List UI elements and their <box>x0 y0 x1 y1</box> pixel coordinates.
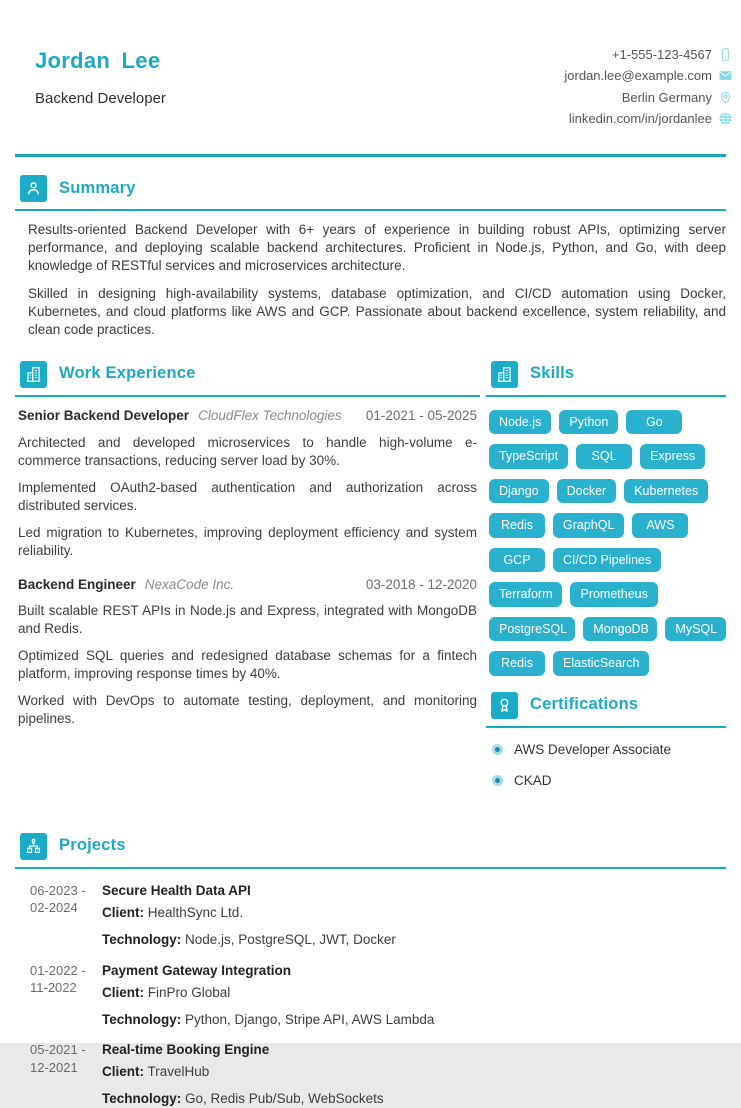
linkedin-value: linkedin.com/in/jordanlee <box>568 110 712 126</box>
job-entry <box>15 407 480 560</box>
certifications-heading-row <box>486 692 726 719</box>
certification-label: CKAD <box>514 772 552 788</box>
technology-label: Technology: <box>102 1011 182 1027</box>
project-body <box>102 882 726 949</box>
contact-linkedin <box>564 110 733 127</box>
job-bullet: Built scalable REST APIs in Node.js and Express, integrated with MongoDB and Redis. <box>18 603 477 637</box>
project-body <box>102 1041 726 1108</box>
bullet-icon <box>492 775 503 786</box>
summary-body <box>15 221 726 339</box>
sitemap-icon <box>20 833 47 860</box>
skill-row <box>489 651 726 676</box>
certifications-rule <box>486 726 726 728</box>
phone-value: +1-555-123-4567 <box>611 47 712 62</box>
job-bullet: Worked with DevOps to automate testing, deployment, and monitoring pipelines. <box>18 693 477 727</box>
skill-badge: Django <box>489 479 549 504</box>
location-icon <box>718 90 733 105</box>
header <box>0 0 741 127</box>
client-label: Client: <box>102 984 144 1000</box>
technology-value: Go, Redis Pub/Sub, WebSockets <box>185 1091 384 1107</box>
skill-badge: Python <box>559 410 618 435</box>
job-company: CloudFlex Technologies <box>198 407 342 423</box>
project-dates: 06-2023 - 02-2024 <box>30 882 86 916</box>
skill-badge: Node.js <box>489 410 551 435</box>
phone-icon <box>718 47 733 62</box>
globe-icon <box>718 111 733 126</box>
building-icon <box>491 361 518 388</box>
project-client <box>102 904 716 922</box>
identity-block <box>35 46 166 127</box>
technology-label: Technology: <box>102 931 182 947</box>
summary-heading-row <box>15 175 726 202</box>
summary-title: Summary <box>59 178 136 197</box>
skill-badge: MySQL <box>665 617 726 642</box>
skill-badge: PostgreSQL <box>489 617 575 642</box>
summary-paragraph: Results-oriented Backend Developer with 6+ years of experience in building robust APIs, optimizing server performance, and deploying scalable backend architectures. Proficient in Node.js, Python, and Go, with deep knowledge of RESTful services and microservices architecture. <box>28 222 726 274</box>
project-client <box>102 1063 716 1081</box>
job-dates: 03-2018 - 12-2020 <box>365 576 477 592</box>
skill-badge: CI/CD Pipelines <box>553 548 661 573</box>
skill-row <box>489 617 726 642</box>
contact-block <box>564 46 733 127</box>
summary-section <box>15 175 726 339</box>
skill-badge: MongoDB <box>583 617 657 642</box>
certifications-title: Certifications <box>530 695 639 714</box>
email-value: jordan.lee@example.com <box>564 68 712 84</box>
work-rule <box>15 395 480 397</box>
contact-email <box>564 67 733 84</box>
certification-list <box>486 741 726 790</box>
client-label: Client: <box>102 904 144 920</box>
skill-badge: Express <box>640 444 705 469</box>
skill-badge: Redis <box>489 651 545 676</box>
skill-badge: Go <box>626 410 682 435</box>
job-header <box>18 576 477 594</box>
project-technology <box>102 1090 716 1108</box>
job-bullet: Implemented OAuth2-based authentication and authorization across distributed services. <box>18 479 477 513</box>
skill-row <box>489 513 726 538</box>
skills-section <box>486 361 726 676</box>
skills-title: Skills <box>530 364 575 383</box>
skill-row <box>489 548 726 573</box>
skill-row <box>489 582 726 607</box>
project-title: Secure Health Data API <box>102 882 251 898</box>
skill-badge: Docker <box>557 479 617 504</box>
skill-badge: GCP <box>489 548 545 573</box>
skill-badge: Kubernetes <box>624 479 708 504</box>
client-label: Client: <box>102 1064 144 1080</box>
main-columns <box>0 361 741 803</box>
skill-badge: Terraform <box>489 582 562 607</box>
project-dates: 01-2022 - 11-2022 <box>30 962 86 996</box>
contact-phone <box>564 46 733 63</box>
job-dates: 01-2021 - 05-2025 <box>365 407 477 423</box>
skill-row <box>489 444 726 469</box>
client-value: FinPro Global <box>147 984 231 1000</box>
header-divider <box>15 154 726 157</box>
project-title: Payment Gateway Integration <box>102 962 292 978</box>
job-bullet: Led migration to Kubernetes, improving deployment efficiency and system reliability. <box>18 524 477 558</box>
projects-title: Projects <box>59 836 126 855</box>
bullet-icon <box>492 744 503 755</box>
project-entry <box>15 1041 726 1108</box>
project-entry <box>15 882 726 949</box>
project-title: Real-time Booking Engine <box>102 1042 270 1058</box>
skill-badge: SQL <box>576 444 632 469</box>
location-value: Berlin Germany <box>621 89 712 105</box>
project-entry <box>15 962 726 1029</box>
project-dates: 05-2021 - 12-2021 <box>30 1042 86 1076</box>
work-section <box>15 361 480 728</box>
job-company: NexaCode Inc. <box>144 576 235 592</box>
technology-value: Node.js, PostgreSQL, JWT, Docker <box>185 931 396 947</box>
job-title: Backend Engineer <box>18 576 136 592</box>
projects-section <box>15 833 726 1108</box>
projects-heading-row <box>15 833 726 860</box>
contact-location <box>564 89 733 106</box>
skills-rule <box>486 395 726 397</box>
skill-badge: AWS <box>632 513 688 538</box>
email-icon <box>718 68 733 83</box>
skill-row <box>489 479 726 504</box>
summary-rule <box>15 209 726 211</box>
job-bullet: Optimized SQL queries and redesigned database schemas for a fintech platform, improving response times by 40%. <box>18 648 477 682</box>
projects-rule <box>15 867 726 869</box>
job-bullet: Architected and developed microservices to handle high-volume e-commerce transactions, reducing server load by 30%. <box>18 434 477 468</box>
job-entry <box>15 576 480 729</box>
skill-row <box>489 410 726 435</box>
job-title: Senior Backend Developer <box>18 407 190 423</box>
project-body <box>102 962 726 1029</box>
certification-item <box>492 741 726 759</box>
person-name: Jordan Lee <box>35 48 161 73</box>
award-icon <box>491 692 518 719</box>
skills-heading-row <box>486 361 726 388</box>
person-title: Backend Developer <box>35 90 166 108</box>
work-title: Work Experience <box>59 364 196 383</box>
right-column <box>486 361 726 803</box>
client-value: HealthSync Ltd. <box>147 904 244 920</box>
technology-value: Python, Django, Stripe API, AWS Lambda <box>185 1011 435 1027</box>
client-value: TravelHub <box>147 1064 210 1080</box>
skill-badge: ElasticSearch <box>553 651 649 676</box>
summary-paragraph: Skilled in designing high-availability systems, database optimization, and CI/CD automation using Docker, Kubernetes, and cloud platforms like AWS and GCP. Passionate about backend excellence, system reliability, and clean code practices. <box>28 285 726 337</box>
job-header <box>18 407 477 425</box>
skills-list <box>486 410 726 676</box>
certification-label: AWS Developer Associate <box>514 741 672 757</box>
work-heading-row <box>15 361 480 388</box>
user-icon <box>20 175 47 202</box>
skill-badge: GraphQL <box>553 513 624 538</box>
project-client <box>102 984 716 1002</box>
technology-label: Technology: <box>102 1091 182 1107</box>
skill-badge: TypeScript <box>489 444 568 469</box>
project-technology <box>102 1011 716 1029</box>
certification-item <box>492 772 726 790</box>
building-icon <box>20 361 47 388</box>
certifications-section <box>486 692 726 790</box>
project-technology <box>102 931 716 949</box>
skill-badge: Prometheus <box>570 582 657 607</box>
skill-badge: Redis <box>489 513 545 538</box>
